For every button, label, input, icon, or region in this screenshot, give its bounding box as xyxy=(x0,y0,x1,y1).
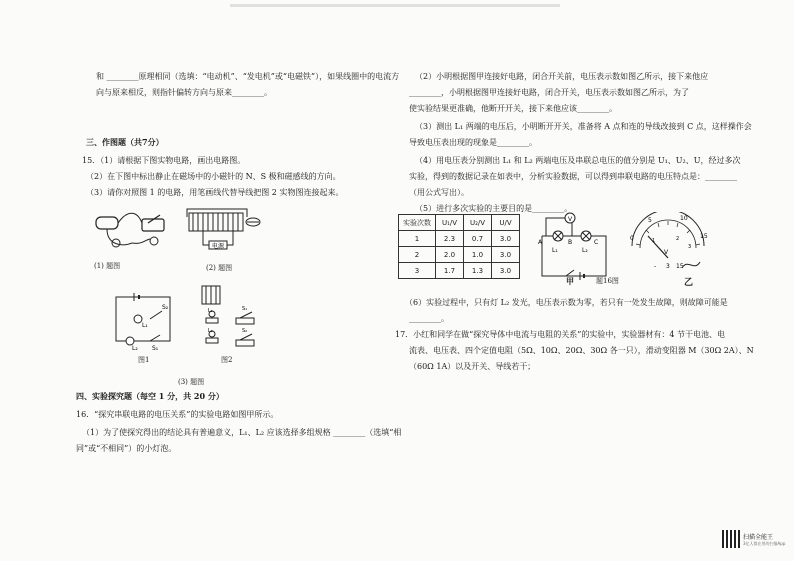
lamp-label: L₁ xyxy=(552,247,558,254)
switch-label: S₂ xyxy=(242,328,248,334)
text-line: 实验，得到的数据记录在如表中，分析实验数据，可以得到串联电路的电压特点是：________ xyxy=(409,172,737,181)
figure-title: 题16图 xyxy=(596,277,619,285)
physical-circuit-figure xyxy=(92,205,172,255)
lamp-label: L₁ xyxy=(142,322,148,329)
scale-label: 3 xyxy=(688,244,692,250)
figure-caption: (2) 题图 xyxy=(206,264,233,272)
table-header-cell: U₁/V xyxy=(436,215,464,231)
voltmeter-dial-figure xyxy=(624,212,712,276)
table-header-cell: U₂/V xyxy=(464,215,492,231)
scale-label: 2 xyxy=(676,236,680,242)
question-17-cont: （60Ω 1A）以及开关、导线若干； xyxy=(409,362,536,371)
table-cell: 3.0 xyxy=(492,247,520,263)
question-16-part1-cont: 同”或“不相同”）的小灯泡。 xyxy=(76,444,177,453)
text-line: 使实验结果更准确，他断开开关，接下来他应该________。 xyxy=(409,104,617,113)
point-label: C xyxy=(594,239,599,246)
scan-edge xyxy=(230,4,560,7)
lamp-label: L₂ xyxy=(582,247,588,254)
circuit-diagram-fig1 xyxy=(110,287,180,351)
question-15: 15．（1）请根据下图实物电路，画出电路图。 xyxy=(82,156,246,165)
question-17: 17．小红和同学在做“探究导体中电流与电阻的关系”的实验中，实验器材有：4 节干电池、电 xyxy=(395,330,725,339)
table-row xyxy=(399,247,520,263)
switch-label: S₂ xyxy=(162,304,169,311)
question-16-part1: （1）为了使探究得出的结论具有普遍意义，L₁、L₂ 应该选择多组规格 ________（选填“相 xyxy=(82,428,402,437)
scanner-watermark: 扫描全能王 xyxy=(743,534,774,541)
circuit-jia-figure xyxy=(536,208,616,286)
question-16: 16．“探究串联电路的电压关系”的实验电路如图甲所示。 xyxy=(76,410,279,419)
table-header-cell: U/V xyxy=(492,215,520,231)
text-line: （用公式写出）。 xyxy=(409,188,469,197)
figure-caption: (3) 题图 xyxy=(178,378,205,386)
text-line: （3）测出 L₁ 两端的电压后，小明断开开关，准备将 A 点和连的导线改接到 C 点，这样操作会 xyxy=(415,122,752,131)
lamp-label: L₁ xyxy=(208,308,213,314)
question-15-part3: （3）请你对照图 1 的电路，用笔画线代替导线把图 2 实物图连接起来。 xyxy=(86,188,344,197)
text-line: （2）小明根据图甲连接好电路，闭合开关前，电压表示数如图乙所示，接下来他应 xyxy=(415,72,709,81)
table-row xyxy=(399,263,520,279)
table-cell: 2 xyxy=(399,247,436,263)
table-cell: 3 xyxy=(399,263,436,279)
table-cell: 1.0 xyxy=(464,247,492,263)
figure-label: 乙 xyxy=(684,278,694,288)
scale-label: 1 xyxy=(652,238,656,244)
switch-label: S₁ xyxy=(242,306,248,312)
voltage-data-table xyxy=(398,214,520,279)
text-line: ________，小明根据图甲连接好电路，闭合开关，电压表示数如图乙所示，为了 xyxy=(409,88,689,97)
power-label: 电源 xyxy=(211,243,225,250)
lamp-label: L₂ xyxy=(132,345,138,351)
table-cell: 3.0 xyxy=(492,231,520,247)
scale-label: 15 xyxy=(700,233,708,240)
table-cell: 2.0 xyxy=(436,247,464,263)
text-line: ________。 xyxy=(409,314,449,323)
figure-label: 甲 xyxy=(566,276,574,286)
table-cell: 1.3 xyxy=(464,263,492,279)
table-cell: 1 xyxy=(399,231,436,247)
section-heading: 四、实验探究题（每空 1 分，共 20 分） xyxy=(76,391,224,401)
point-label: A xyxy=(538,239,543,246)
table-cell: 3.0 xyxy=(492,263,520,279)
terminal-label: - xyxy=(654,263,657,270)
section-heading: 三、作图题（共7分） xyxy=(86,137,164,147)
terminal-label: 15 xyxy=(676,263,684,270)
terminal-label: 3 xyxy=(666,263,670,270)
table-header-row xyxy=(399,215,520,231)
figure-label: 图2 xyxy=(221,356,233,364)
text-line: 向与原来相反，则指针偏转方向与原来________。 xyxy=(96,88,272,97)
figure-label: 图1 xyxy=(138,356,150,364)
text-line: 导致电压表出现的现象是________。 xyxy=(409,138,537,147)
text-line: （6）实验过程中，只有灯 L₂ 发光，电压表示数为零，若只有一处发生故障，则故障可能是 xyxy=(405,298,728,307)
question-15-part2: （2）在下图中标出静止在磁场中的小磁针的 N、S 极和磁感线的方向。 xyxy=(86,172,341,181)
table-cell: 1.7 xyxy=(436,263,464,279)
text-line: （5）进行多次实验的主要目的是________。 xyxy=(415,204,573,213)
scale-label: 5 xyxy=(648,217,652,224)
table-cell: 2.3 xyxy=(436,231,464,247)
figure-caption: (1) 题图 xyxy=(94,262,121,270)
lamp-label: L₂ xyxy=(208,328,213,334)
table-cell: 0.7 xyxy=(464,231,492,247)
point-label: B xyxy=(568,239,573,246)
text-line: 和 ________原理相同（选填：“电动机”、“发电机”或“电磁铁”），如果线圈中的电流方 xyxy=(96,72,400,81)
electromagnet-figure xyxy=(183,205,263,257)
text-line: （4）用电压表分别测出 L₁ 和 L₂ 两端电压及串联总电压的值分别是 U₁、U₂、U，经过多次 xyxy=(415,156,741,165)
qr-code-icon xyxy=(722,530,740,548)
voltmeter-label: V xyxy=(567,216,573,223)
physical-circuit-fig2 xyxy=(198,282,268,358)
scanner-watermark-sub: 3亿人都在用的扫描App xyxy=(743,541,786,546)
switch-label: S₁ xyxy=(152,345,159,351)
scale-label: 0 xyxy=(630,235,634,242)
voltmeter-symbol: V xyxy=(664,249,669,256)
scale-label: 10 xyxy=(680,215,688,222)
table-row xyxy=(399,231,520,247)
question-17-cont: 流表、电压表、四个定值电阻（5Ω、10Ω、20Ω、30Ω 各一只），滑动变阻器 M（30Ω 2A）、N xyxy=(409,346,754,355)
table-header-cell: 实验次数 xyxy=(399,215,436,231)
